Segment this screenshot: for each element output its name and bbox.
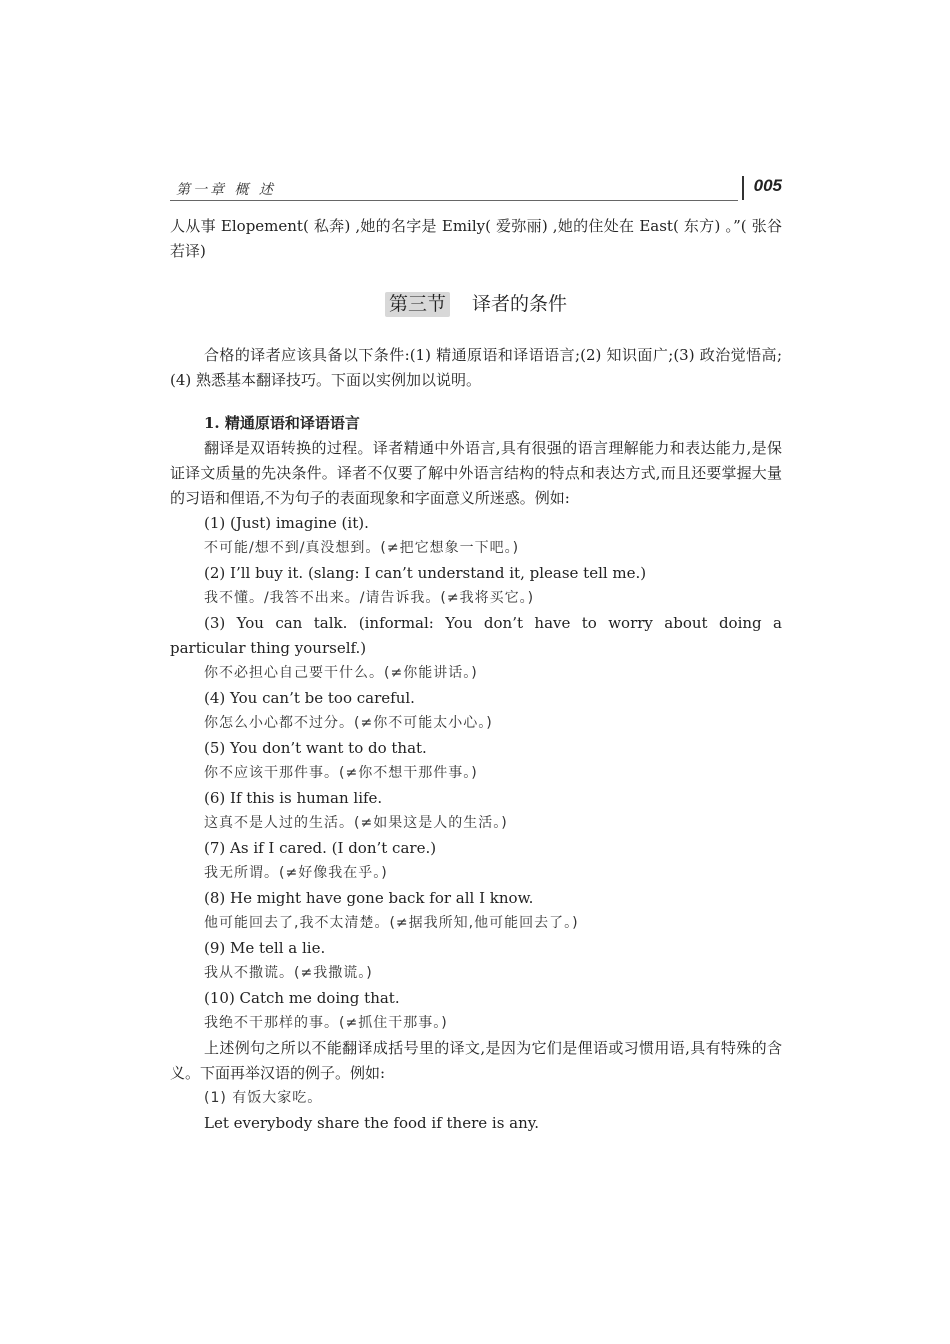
example-zh: 他可能回去了,我不太清楚。(≠据我所知,他可能回去了。) [204, 915, 579, 931]
example-zh: 这真不是人过的生活。(≠如果这是人的生活。) [204, 815, 508, 831]
example-en: (10) Catch me doing that. [204, 989, 400, 1007]
example-en: (3) You can talk. (informal: You don’t have to worry about doing a particular thing yourself.) [170, 614, 782, 657]
example-zh: 我无所谓。(≠好像我在乎。) [204, 865, 388, 881]
example-en: (4) You can’t be too careful. [204, 689, 415, 707]
page-body [170, 214, 782, 1136]
example-en: (7) As if I cared. (I don’t care.) [204, 839, 437, 857]
chinese-example: (1) 有饭大家吃。 [204, 1090, 323, 1106]
paragraph-conditions: 合格的译者应该具备以下条件:(1) 精通原语和译语语言;(2) 知识面广;(3) 政治觉悟高;(4) 熟悉基本翻译技巧。下面以实例加以说明。 [170, 346, 782, 389]
example-en: (8) He might have gone back for all I know. [204, 889, 534, 907]
chinese-example-translation: Let everybody share the food if there is any. [204, 1114, 540, 1132]
example-zh: 我绝不干那样的事。(≠抓住干那事。) [204, 1015, 448, 1031]
header-rule [170, 200, 738, 201]
example-zh: 我从不撒谎。(≠我撒谎。) [204, 965, 373, 981]
section-number: 第三节 [385, 292, 450, 317]
example-zh: 你不应该干那件事。(≠你不想干那件事。) [204, 765, 478, 781]
example-en: (2) I’ll buy it. (slang: I can’t understand it, please tell me.) [204, 564, 647, 582]
header-divider [742, 176, 744, 200]
subheading: 1. 精通原语和译语语言 [204, 414, 360, 432]
paragraph-translation: 翻译是双语转换的过程。译者精通中外语言,具有很强的语言理解能力和表达能力,是保证译文质量的先决条件。译者不仅要了解中外语言结构的特点和表达方式,而且还要掌握大量的习语和俚语,不为句子的表面现象和字面意义所迷惑。例如: [170, 439, 782, 507]
chapter-title: 第一章 概 述 [176, 182, 276, 198]
example-zh: 你怎么小心都不过分。(≠你不可能太小心。) [204, 715, 493, 731]
example-zh: 你不必担心自己要干什么。(≠你能讲话。) [204, 665, 478, 681]
example-list [170, 511, 782, 1036]
section-heading [170, 292, 782, 317]
example-en: (6) If this is human life. [204, 789, 383, 807]
section-title: 译者的条件 [472, 293, 568, 315]
intro-paragraph: 人从事 Elopement( 私奔) ,她的名字是 Emily( 爱弥丽) ,她的住处在 East( 东方) 。”( 张谷若译) [170, 217, 782, 260]
example-en: (5) You don’t want to do that. [204, 739, 427, 757]
example-en: (9) Me tell a lie. [204, 939, 326, 957]
example-zh: 我不懂。/我答不出来。/请告诉我。(≠我将买它。) [204, 590, 535, 606]
page-number: 005 [753, 176, 782, 195]
example-zh: 不可能/想不到/真没想到。(≠把它想象一下吧。) [204, 540, 520, 556]
paragraph-summary: 上述例句之所以不能翻译成括号里的译文,是因为它们是俚语或习惯用语,具有特殊的含义。下面再举汉语的例子。例如: [170, 1039, 782, 1082]
running-header [170, 174, 782, 202]
example-en: (1) (Just) imagine (it). [204, 514, 369, 532]
